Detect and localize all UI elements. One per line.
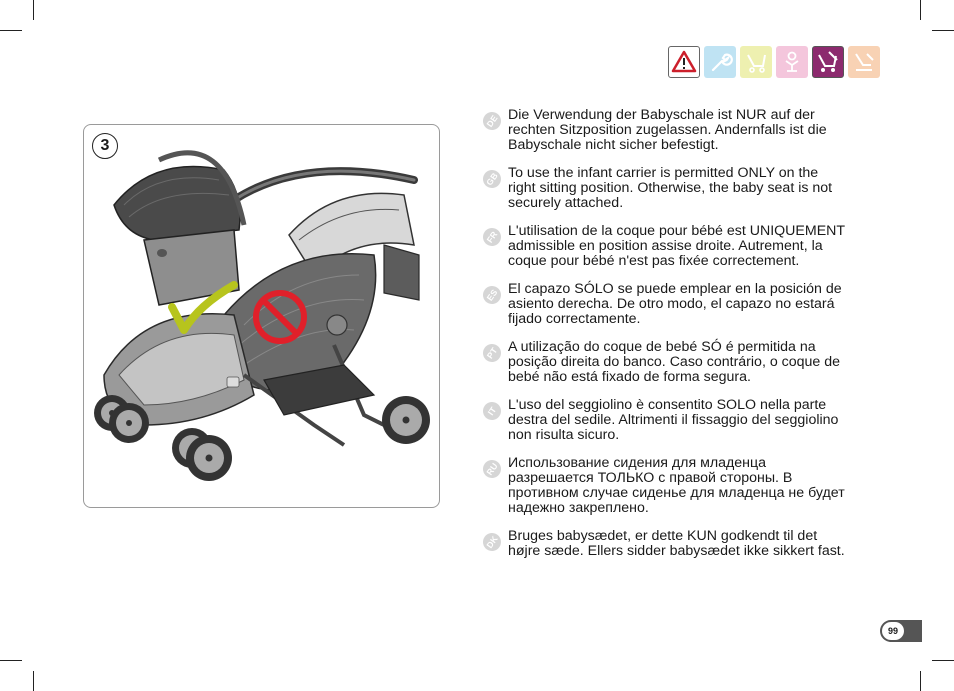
language-badge: ES bbox=[479, 282, 504, 307]
instruction-de bbox=[482, 108, 874, 166]
instruction-it bbox=[482, 398, 874, 456]
stroller-illustration bbox=[84, 125, 439, 507]
warning-triangle-icon bbox=[671, 49, 697, 75]
tab-maintenance[interactable] bbox=[704, 46, 736, 78]
language-badge: GB bbox=[479, 166, 504, 191]
tab-folding[interactable] bbox=[848, 46, 880, 78]
crop-mark bbox=[33, 0, 34, 20]
instruction-text: L'uso del seggiolino è consentito SOLO nella parte destra del sedile. Altrimenti il fissaggio del seggiolino non risulta sicuro. bbox=[508, 397, 839, 443]
instruction-gb bbox=[482, 166, 874, 224]
crop-mark bbox=[932, 30, 954, 31]
fold-tools-icon bbox=[851, 49, 877, 75]
illustration-frame bbox=[83, 124, 440, 508]
instruction-list bbox=[482, 108, 874, 569]
crop-mark bbox=[932, 660, 954, 661]
instruction-text: To use the infant carrier is permitted ONLY on the right sitting position. Otherwise, the baby seat is not securely attached. bbox=[508, 165, 833, 211]
instruction-text: Die Verwendung der Babyschale ist NUR auf der rechten Sitzposition zugelassen. Andernfalls ist die Babyschale nicht sicher befestigt. bbox=[508, 107, 827, 153]
tab-stroller[interactable] bbox=[740, 46, 772, 78]
tab-harness[interactable] bbox=[776, 46, 808, 78]
instruction-pt bbox=[482, 340, 874, 398]
instruction-text: El capazo SÓLO se puede emplear en la posición de asiento derecha. De otro modo, el capazo no estará fijado correctamente. bbox=[508, 281, 842, 327]
language-badge: DE bbox=[479, 108, 504, 133]
baby-harness-icon bbox=[779, 49, 805, 75]
instruction-text: Bruges babysædet, er dette KUN godkendt til det højre sæde. Ellers sidder babysædet ikke sikkert fast. bbox=[508, 528, 845, 559]
section-tabs bbox=[668, 46, 880, 78]
instruction-text: A utilização do coque de bebé SÓ é permitida na posição direita do banco. Caso contrário, o coque de bebé não está fixado de forma segura. bbox=[508, 339, 841, 385]
crop-mark bbox=[0, 660, 22, 661]
crop-mark bbox=[920, 671, 921, 691]
crop-mark bbox=[33, 671, 34, 691]
stroller-tools-icon bbox=[815, 49, 841, 75]
instruction-dk bbox=[482, 529, 874, 569]
stroller-icon bbox=[743, 49, 769, 75]
language-badge: PT bbox=[479, 340, 504, 365]
tab-warnings[interactable] bbox=[668, 46, 700, 78]
instruction-fr bbox=[482, 224, 874, 282]
instruction-ru bbox=[482, 456, 874, 529]
tab-accessories[interactable] bbox=[812, 46, 844, 78]
step-number: 3 bbox=[92, 133, 118, 159]
instruction-text: Использование сидения для младенца разрешается ТОЛЬКО с правой стороны. В противном случае сиденье для младенца не будет надежно закреплено. bbox=[508, 455, 845, 516]
language-badge: RU bbox=[479, 456, 504, 481]
language-badge: IT bbox=[479, 398, 504, 423]
language-badge: DK bbox=[479, 529, 504, 554]
language-badge: FR bbox=[479, 224, 504, 249]
page-number: 99 bbox=[882, 622, 904, 640]
crop-mark bbox=[0, 30, 22, 31]
wrench-icon bbox=[707, 49, 733, 75]
instruction-text: L'utilisation de la coque pour bébé est UNIQUEMENT admissible en position assise droite. Autrement, la coque pour bébé n'est pas fixée correctement. bbox=[508, 223, 846, 269]
crop-mark bbox=[920, 0, 921, 20]
instruction-es bbox=[482, 282, 874, 340]
